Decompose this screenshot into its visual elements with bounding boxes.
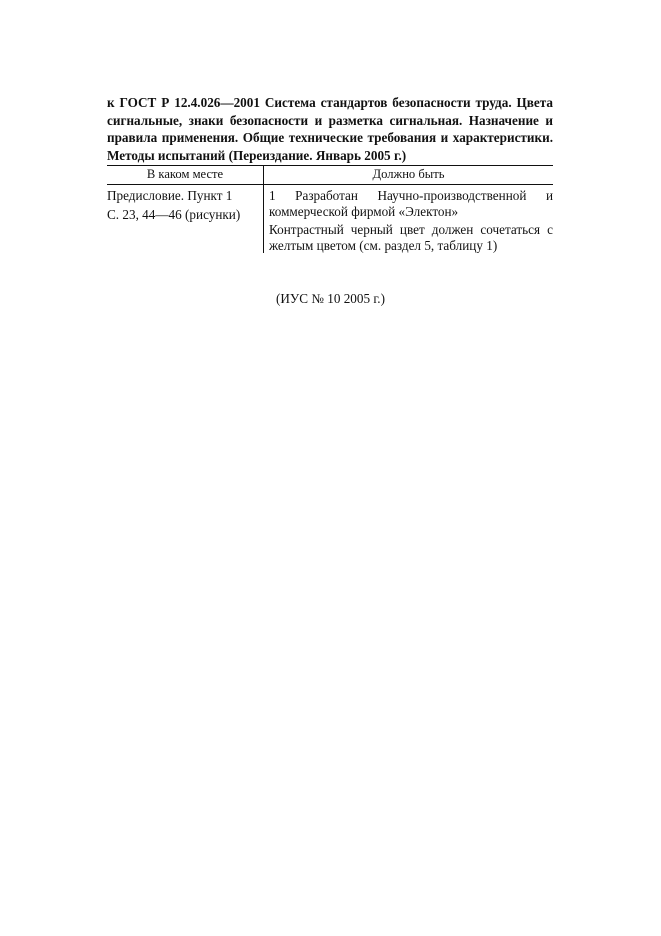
table-column-place [107,185,264,253]
table-header-row [107,166,553,185]
column-header-should-be: Должно быть [372,167,445,181]
table-body [107,185,553,253]
source-reference: (ИУС № 10 2005 г.) [276,291,385,306]
amendment-title: к ГОСТ Р 12.4.026—2001 Система стандартов безопасности труда. Цвета сигнальные, знаки безопасности и разметка сигнальная. Назначение и правила применения. Общие технические требования и характеристики. Методы испытаний (Переиздание. Январь 2005 г.) [107,95,553,163]
table-cell-place: С. 23, 44—46 (рисунки) [107,206,241,222]
column-header-place: В каком месте [107,166,264,184]
table-column-should-be [264,185,553,253]
table-cell-should-be: 1 Разработан Научно-производственной и коммерческой фирмой «Электон» [269,188,553,219]
table-cell-place: Предисловие. Пункт 1 [107,188,233,203]
table-cell-should-be: Контрастный черный цвет должен сочетаться с желтым цветом (см. раздел 5, таблицу 1) [269,222,553,253]
correction-table [107,165,553,253]
